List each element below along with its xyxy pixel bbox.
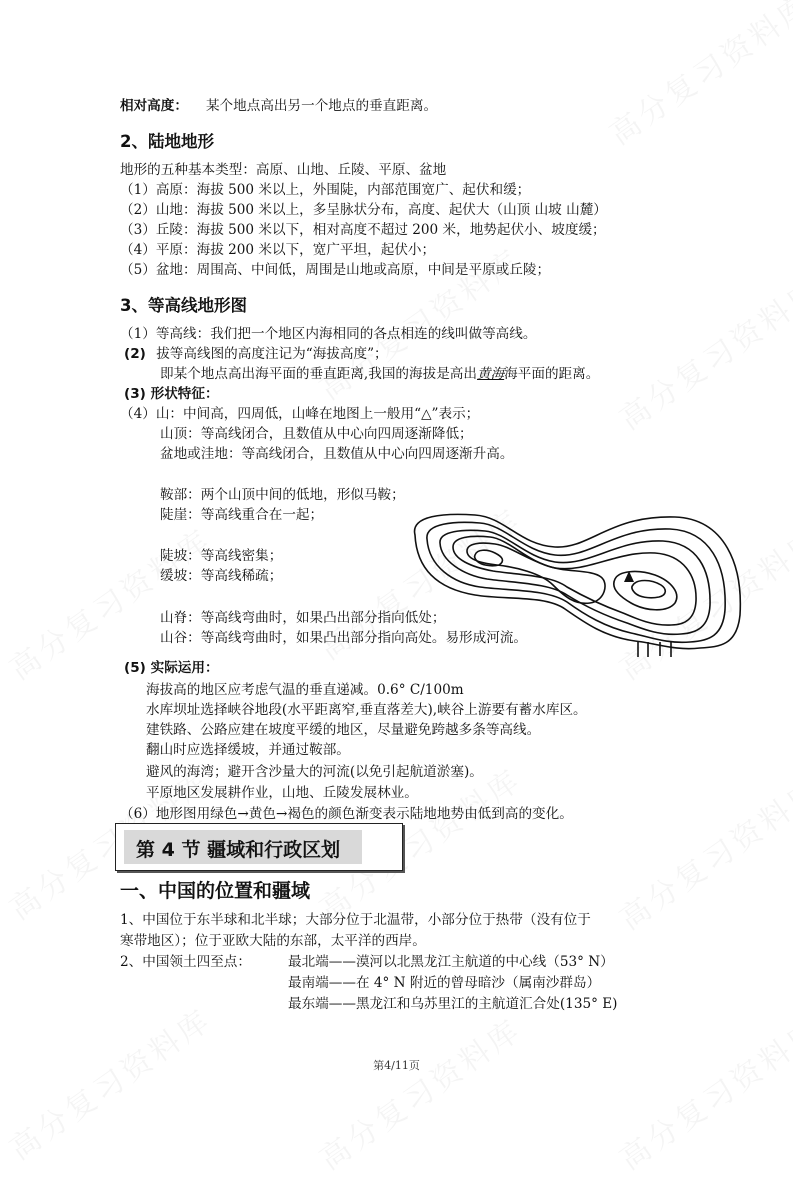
location-paragraph: 1、中国位于东半球和北半球；大部分位于北温带，小部分位于热带（没有位于 xyxy=(120,912,591,928)
application-line: 海拔高的地区应考虑气温的垂直递减。0.6° C/100m xyxy=(146,682,464,698)
section-heading-contour-map: 3、等高线地形图 xyxy=(120,296,247,315)
extreme-point: 最南端——在 4° N 附近的曾母暗沙（属南沙群岛） xyxy=(288,975,601,991)
feature-line: 缓坡：等高线稀疏； xyxy=(160,568,283,584)
section-title-box xyxy=(115,823,403,871)
application-line: 翻山时应选择缓坡，并通过鞍部。 xyxy=(146,742,350,758)
feature-line: 盆地或洼地：等高线闭合，且数值从中心向四周逐渐升高。 xyxy=(160,446,514,462)
application-line: 水库坝址选择峡谷地段(水平距离窄,垂直落差大),峡谷上游要有蓄水库区。 xyxy=(146,702,587,718)
landform-item: （1）高原：海拔 500 米以上，外围陡，内部范围宽广、起伏和缓； xyxy=(120,182,531,198)
extreme-point: 最北端——漠河以北黑龙江主航道的中心线（53° N） xyxy=(288,954,614,970)
contour-item-1: （1）等高线：我们把一个地区内海相同的各点相连的线叫做等高线。 xyxy=(120,326,537,342)
landform-item: （2）山地：海拔 500 米以上，多呈脉状分布，高度、起伏大（山顶 山坡 山麓） xyxy=(120,202,607,218)
section-title-background xyxy=(124,830,362,864)
contour-item-3-heading: (3) 形状特征： xyxy=(124,386,219,402)
watermark xyxy=(609,266,793,439)
watermark xyxy=(309,1006,529,1178)
feature-line: 山脊：等高线弯曲时，如果凸出部分指向低处； xyxy=(160,610,446,626)
feature-line: 鞍部：两个山顶中间的低地，形似马鞍； xyxy=(160,487,405,503)
contour-map-diagram xyxy=(405,505,745,665)
landform-item: （5）盆地：周围高、中间低，周围是山地或高原，中间是平原或丘陵； xyxy=(120,262,551,278)
section-title: 第 4 节 疆域和行政区划 xyxy=(136,839,341,861)
item-number: (2) xyxy=(124,346,146,362)
term-text: 某个地点高出另一个地点的垂直距离。 xyxy=(205,98,438,114)
contour-item-2-detail xyxy=(160,364,599,384)
location-paragraph: 寒带地区）；位于亚欧大陆的东部，太平洋的西岸。 xyxy=(120,933,426,949)
watermark xyxy=(599,0,793,153)
feature-line: 山顶：等高线闭合，且数值从中心向四周逐渐降低； xyxy=(160,426,473,442)
contour-item-5-heading: (5) 实际运用： xyxy=(124,660,219,676)
feature-line: 陡崖：等高线重合在一起； xyxy=(160,507,324,523)
watermark xyxy=(0,996,219,1169)
application-line: 建铁路、公路应建在坡度平缓的地区，尽量避免跨越多条等高线。 xyxy=(146,722,541,738)
extremes-label: 2、中国领土四至点： xyxy=(120,954,251,970)
term-label: 相对高度： xyxy=(120,98,188,114)
landform-item: （4）平原：海拔 200 米以下，宽广平坦，起伏小； xyxy=(120,242,436,258)
detail-text: 即某个地点高出海平面的垂直距离,我国的海拔是高出 xyxy=(160,366,477,382)
section-heading-landforms: 2、陆地地形 xyxy=(120,132,214,151)
landforms-intro: 地形的五种基本类型：高原、山地、丘陵、平原、盆地 xyxy=(120,162,447,178)
detail-text: 海平面的距离。 xyxy=(504,366,600,382)
landform-item: （3）丘陵：海拔 500 米以下，相对高度不超过 200 米，地势起伏小、坡度缓； xyxy=(120,222,606,238)
contour-item-6: （6）地形图用绿色→黄色→褐色的颜色渐变表示陆地地势由低到高的变化。 xyxy=(120,806,573,822)
extreme-point: 最东端——黑龙江和乌苏里江的主航道汇合处(135° E) xyxy=(288,996,618,1012)
contour-item-2 xyxy=(124,344,388,364)
chapter-heading-location: 一、中国的位置和疆域 xyxy=(120,880,311,902)
feature-line: 山谷：等高线弯曲时，如果凸出部分指向高处。易形成河流。 xyxy=(160,630,528,646)
item-text: 拔等高线图的高度注记为“海拔高度”； xyxy=(156,346,388,362)
application-line: 避风的海湾；避开含沙量大的河流(以免引起航道淤塞)。 xyxy=(146,764,483,780)
watermark xyxy=(609,766,793,939)
page-number: 第4/11页 xyxy=(373,1059,420,1072)
feature-line: 陡坡：等高线密集； xyxy=(160,548,283,564)
watermark xyxy=(609,1006,793,1178)
relative-height-definition xyxy=(120,96,437,116)
application-line: 平原地区发展耕作业，山地、丘陵发展林业。 xyxy=(146,785,418,801)
underlined-term: 黄海 xyxy=(476,366,505,382)
contour-item-4: （4）山：中间高，四周低，山峰在地图上一般用“△”表示； xyxy=(120,406,480,422)
